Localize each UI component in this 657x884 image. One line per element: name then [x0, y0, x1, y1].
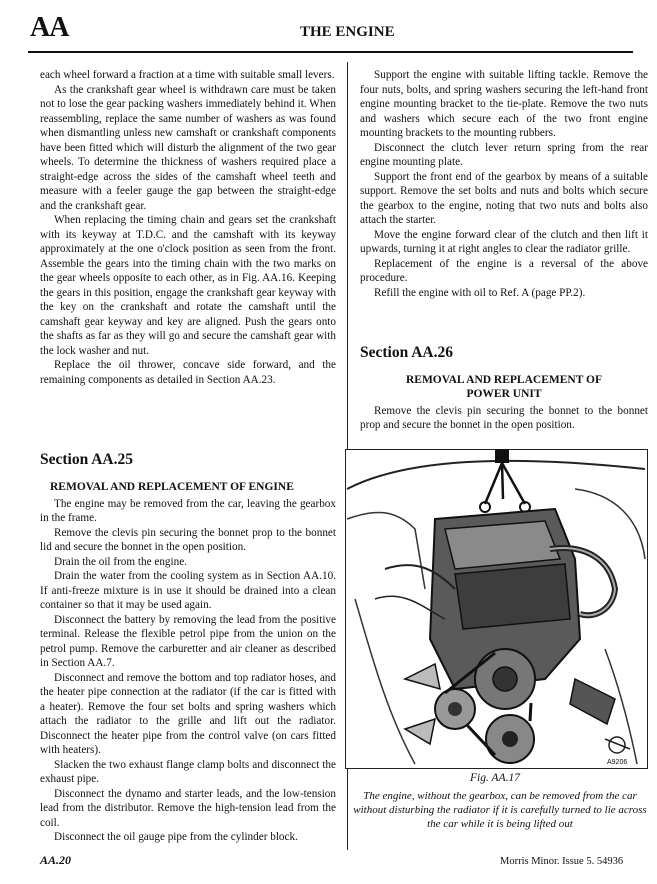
section-aa25 [40, 453, 336, 845]
paragraph: The engine may be removed from the car, leaving the gearbox in the frame. [40, 497, 336, 524]
subsection-heading: REMOVAL AND REPLACEMENT OF [405, 373, 603, 386]
header-rule [28, 51, 633, 53]
paragraph: Move the engine forward clear of the clutch and then lift it upwards, turning it at right angles to clear the radiator grille. [360, 228, 648, 255]
paragraph: Refill the engine with oil to Ref. A (page PP.2). [374, 286, 586, 299]
paragraph: each wheel forward a fraction at a time with suitable small levers. [40, 69, 335, 81]
paragraph: Slacken the two exhaust flange clamp bolts and disconnect the exhaust pipe. [40, 758, 336, 785]
paragraph: Remove the clevis pin securing the bonnet to the bonnet prop and secure the bonnet in the open position. [360, 404, 648, 431]
paragraph: Replacement of the engine is a reversal of the above procedure. [360, 257, 648, 284]
paragraph: Disconnect and remove the bottom and top radiator hoses, and the heater pipe connection at the radiator (if the car is fitted with a heater). Remove the four set bolts and spring washers which attach the radiator to the grille and lift out the radiator. Disconnect the heater pipe from the control valve (on cars fitted with heaters). [40, 671, 336, 756]
paragraph: When replacing the timing chain and gears set the crankshaft with its keyway at T.D.C. and the camshaft with its keyway approximately at the one o'clock position as seen from the front. Assemble the gears into the timing chain with the two marks on the gear wheels opposite to each other, as in Fig. AA.16. Keeping the gears in this position, engage the crankshaft gear keyway with the key on the crankshaft and rotate the camshaft until the camshaft gear keyway and key are aligned. Push the gears onto the shafts as far as they will go and secure the camshaft gear with the lock washer and nut. [40, 214, 336, 357]
paragraph: As the crankshaft gear wheel is withdrawn care must be taken not to lose the gear packing washers immediately behind it. When reassembling, replace the same number of washers as was found when dismantling unless new camshaft or crankshaft components have been fitted which will disturb the alignment of the two gear wheels. To determine the thickness of washers required place a straight-edge across the sides of the camshaft wheel teeth and measure with a feeler gauge the gap between the straight-edge and the crankshaft gear. [40, 83, 336, 212]
right-column [360, 68, 648, 300]
section-heading: Section AA.25 [40, 451, 133, 468]
subsection-heading: REMOVAL AND REPLACEMENT OF ENGINE [50, 480, 294, 493]
section-aa26 [360, 346, 648, 433]
paragraph: Drain the water from the cooling system as in Section AA.10. If anti-freeze mixture is in use it should be drained into a clean container so that it may be used again. [40, 570, 336, 611]
figure-number: Fig. AA.17 [470, 772, 520, 784]
engine-illustration [345, 449, 648, 769]
section-code: AA [30, 12, 69, 43]
figure-ref: A9206 [607, 759, 628, 766]
figure-caption: The engine, without the gearbox, can be removed from the car without disturbing the radiator if it is carefully turned to lie across the car while it is being lifted out [353, 790, 647, 830]
section-heading: Section AA.26 [360, 344, 453, 361]
paragraph: Disconnect the clutch lever return spring from the rear engine mounting plate. [360, 141, 648, 168]
paragraph: Disconnect the oil gauge pipe from the cylinder block. [54, 831, 298, 843]
page-number: AA.20 [40, 853, 72, 867]
engine-figure [345, 449, 648, 769]
paragraph: Support the engine with suitable lifting tackle. Remove the four nuts, bolts, and spring washers securing the left-hand front engine mounting bracket to the tie-plate. Remove the two nuts and washers which secure each of the two front engine mounting brackets to the mounting rubbers. [360, 69, 648, 139]
paragraph: Support the front end of the gearbox by means of a suitable support. Remove the set bolts and nuts and bolts which secure the gearbox to the engine, noting that two nuts and bolts also attach the starter. [360, 170, 648, 226]
paragraph: Drain the oil from the engine. [54, 555, 187, 568]
paragraph: Disconnect the dynamo and starter leads, and the low-tension lead from the distributor. Remove the high-tension lead from the coil. [40, 787, 336, 829]
chapter-title: THE ENGINE [300, 24, 395, 40]
paragraph: Disconnect the battery by removing the lead from the positive terminal. Release the flexible petrol pipe from the union on the petrol pump. Remove the carburetter and air cleaner as described in Section AA.7. [40, 613, 336, 669]
paragraph: Replace the oil thrower, concave side forward, and the remaining components as detailed in Section AA.23. [40, 359, 336, 386]
subsection-heading: POWER UNIT [466, 387, 542, 400]
left-column [40, 68, 336, 387]
paragraph: Remove the clevis pin securing the bonnet prop to the bonnet lid and secure the bonnet in the open position. [40, 526, 336, 553]
publication-info: Morris Minor. Issue 5. 54936 [500, 856, 624, 867]
